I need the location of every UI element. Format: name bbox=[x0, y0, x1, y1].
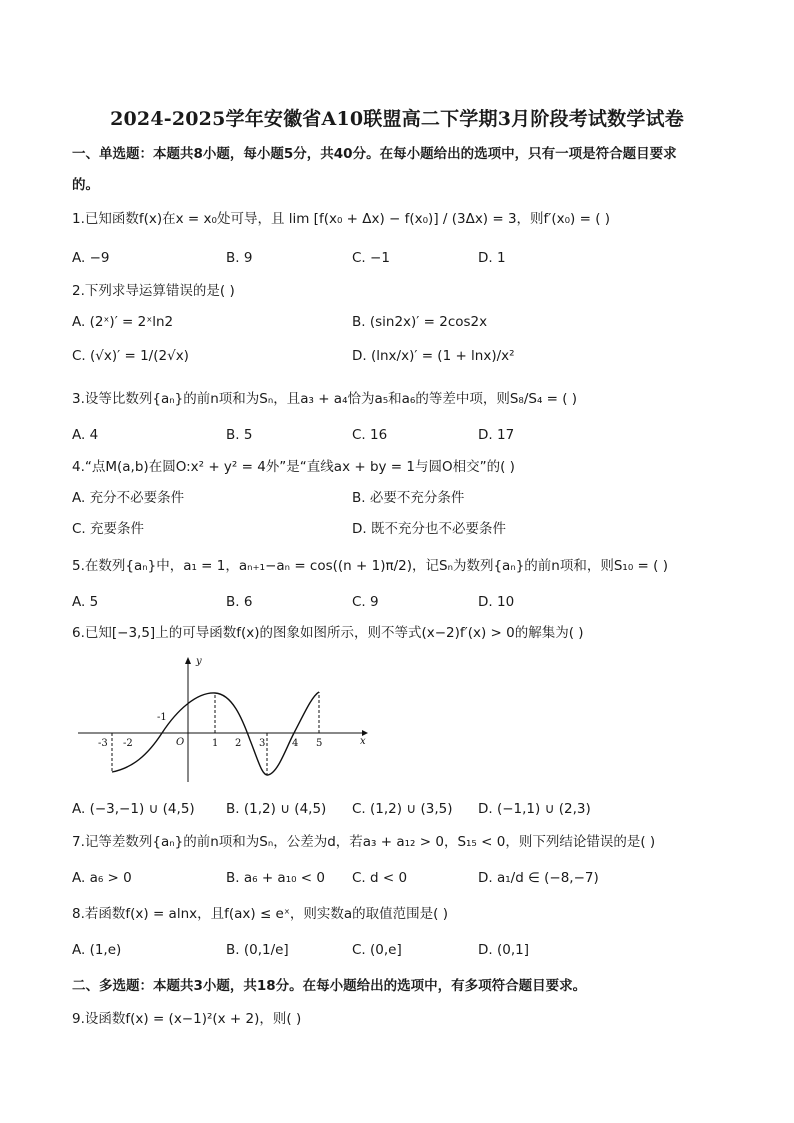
q2-option-d: D. (lnx/x)′ = (1 + lnx)/x² bbox=[352, 348, 515, 364]
tick-label-2: 2 bbox=[235, 738, 242, 749]
q7-option-c: C. d < 0 bbox=[352, 870, 408, 886]
question-8-text: 8.若函数f(x) = alnx，且f(ax) ≤ eˣ，则实数a的取值范围是( ) bbox=[72, 906, 448, 922]
tick-label-neg1: -1 bbox=[157, 712, 167, 723]
q1-option-c: C. −1 bbox=[352, 250, 390, 266]
q4-option-a: A. 充分不必要条件 bbox=[72, 490, 185, 506]
question-4-text: 4.“点M(a,b)在圆O:x² + y² = 4外”是“直线ax + by = 1与圆O相交”的( ) bbox=[72, 459, 515, 475]
section1-header-line1: 一、单选题：本题共8小题，每小题5分，共40分。在每小题给出的选项中，只有一项是符合题目要求 bbox=[72, 146, 677, 162]
q3-option-c: C. 16 bbox=[352, 427, 388, 443]
page-title: 2024-2025学年安徽省A10联盟高二下学期3月阶段考试数学试卷 bbox=[110, 108, 684, 130]
tick-label-4: 4 bbox=[292, 738, 299, 749]
function-graph-figure bbox=[72, 648, 372, 788]
q2-option-c: C. (√x)′ = 1/(2√x) bbox=[72, 348, 189, 364]
q7-option-b: B. a₆ + a₁₀ < 0 bbox=[226, 870, 326, 886]
q4-option-b: B. 必要不充分条件 bbox=[352, 490, 465, 506]
x-axis-label: x bbox=[360, 736, 366, 747]
y-axis-arrow-icon bbox=[185, 657, 191, 664]
q8-option-a: A. (1,e) bbox=[72, 942, 122, 958]
section2-header: 二、多选题：本题共3小题，共18分。在每小题给出的选项中，有多项符合题目要求。 bbox=[72, 978, 587, 994]
q5-option-b: B. 6 bbox=[226, 594, 253, 610]
q3-option-d: D. 17 bbox=[478, 427, 515, 443]
q5-option-d: D. 10 bbox=[478, 594, 515, 610]
q5-option-c: C. 9 bbox=[352, 594, 379, 610]
q4-option-c: C. 充要条件 bbox=[72, 521, 145, 537]
question-9-text: 9.设函数f(x) = (x−1)²(x + 2)，则( ) bbox=[72, 1011, 302, 1027]
q1-option-a: A. −9 bbox=[72, 250, 110, 266]
q2-option-b: B. (sin2x)′ = 2cos2x bbox=[352, 314, 488, 330]
y-axis-label: y bbox=[196, 656, 202, 667]
tick-label-neg2: -2 bbox=[123, 738, 133, 749]
q8-option-b: B. (0,1/e] bbox=[226, 942, 289, 958]
q7-option-a: A. a₆ > 0 bbox=[72, 870, 132, 886]
q4-option-d: D. 既不充分也不必要条件 bbox=[352, 521, 506, 537]
tick-label-5: 5 bbox=[316, 738, 323, 749]
tick-label-3: 3 bbox=[259, 738, 266, 749]
q5-option-a: A. 5 bbox=[72, 594, 99, 610]
section1-header-line2: 的。 bbox=[72, 177, 99, 193]
question-3-text: 3.设等比数列{aₙ}的前n项和为Sₙ，且a₃ + a₄恰为a₅和a₆的等差中项，则S₈/S₄ = ( ) bbox=[72, 391, 578, 407]
origin-label: O bbox=[176, 737, 185, 748]
q6-option-d: D. (−1,1) ∪ (2,3) bbox=[478, 801, 591, 817]
tick-label-neg3: -3 bbox=[98, 738, 108, 749]
q1-option-d: D. 1 bbox=[478, 250, 506, 266]
q1-option-b: B. 9 bbox=[226, 250, 253, 266]
question-5-text: 5.在数列{aₙ}中，a₁ = 1，aₙ₊₁−aₙ = cos((n + 1)π/2)，记Sₙ为数列{aₙ}的前n项和，则S₁₀ = ( ) bbox=[72, 558, 668, 574]
q6-option-a: A. (−3,−1) ∪ (4,5) bbox=[72, 801, 195, 817]
question-6-text: 6.已知[−3,5]上的可导函数f(x)的图象如图所示，则不等式(x−2)f′(x) > 0的解集为( ) bbox=[72, 625, 584, 641]
q2-option-a: A. (2ˣ)′ = 2ˣln2 bbox=[72, 314, 174, 330]
q7-option-d: D. a₁/d ∈ (−8,−7) bbox=[478, 870, 599, 886]
q3-option-a: A. 4 bbox=[72, 427, 99, 443]
q6-option-b: B. (1,2) ∪ (4,5) bbox=[226, 801, 327, 817]
question-1-text: 1.已知函数f(x)在x = x₀处可导，且 lim [f(x₀ + Δx) − f(x₀)] / (3Δx) = 3，则f′(x₀) = ( ) bbox=[72, 211, 611, 227]
q3-option-b: B. 5 bbox=[226, 427, 253, 443]
question-7-text: 7.记等差数列{aₙ}的前n项和为Sₙ，公差为d，若a₃ + a₁₂ > 0，S₁₅ < 0，则下列结论错误的是( ) bbox=[72, 834, 656, 850]
question-2-text: 2.下列求导运算错误的是( ) bbox=[72, 283, 235, 299]
q8-option-d: D. (0,1] bbox=[478, 942, 529, 958]
tick-label-1: 1 bbox=[212, 738, 219, 749]
q6-option-c: C. (1,2) ∪ (3,5) bbox=[352, 801, 453, 817]
function-curve bbox=[112, 692, 319, 775]
q8-option-c: C. (0,e] bbox=[352, 942, 402, 958]
